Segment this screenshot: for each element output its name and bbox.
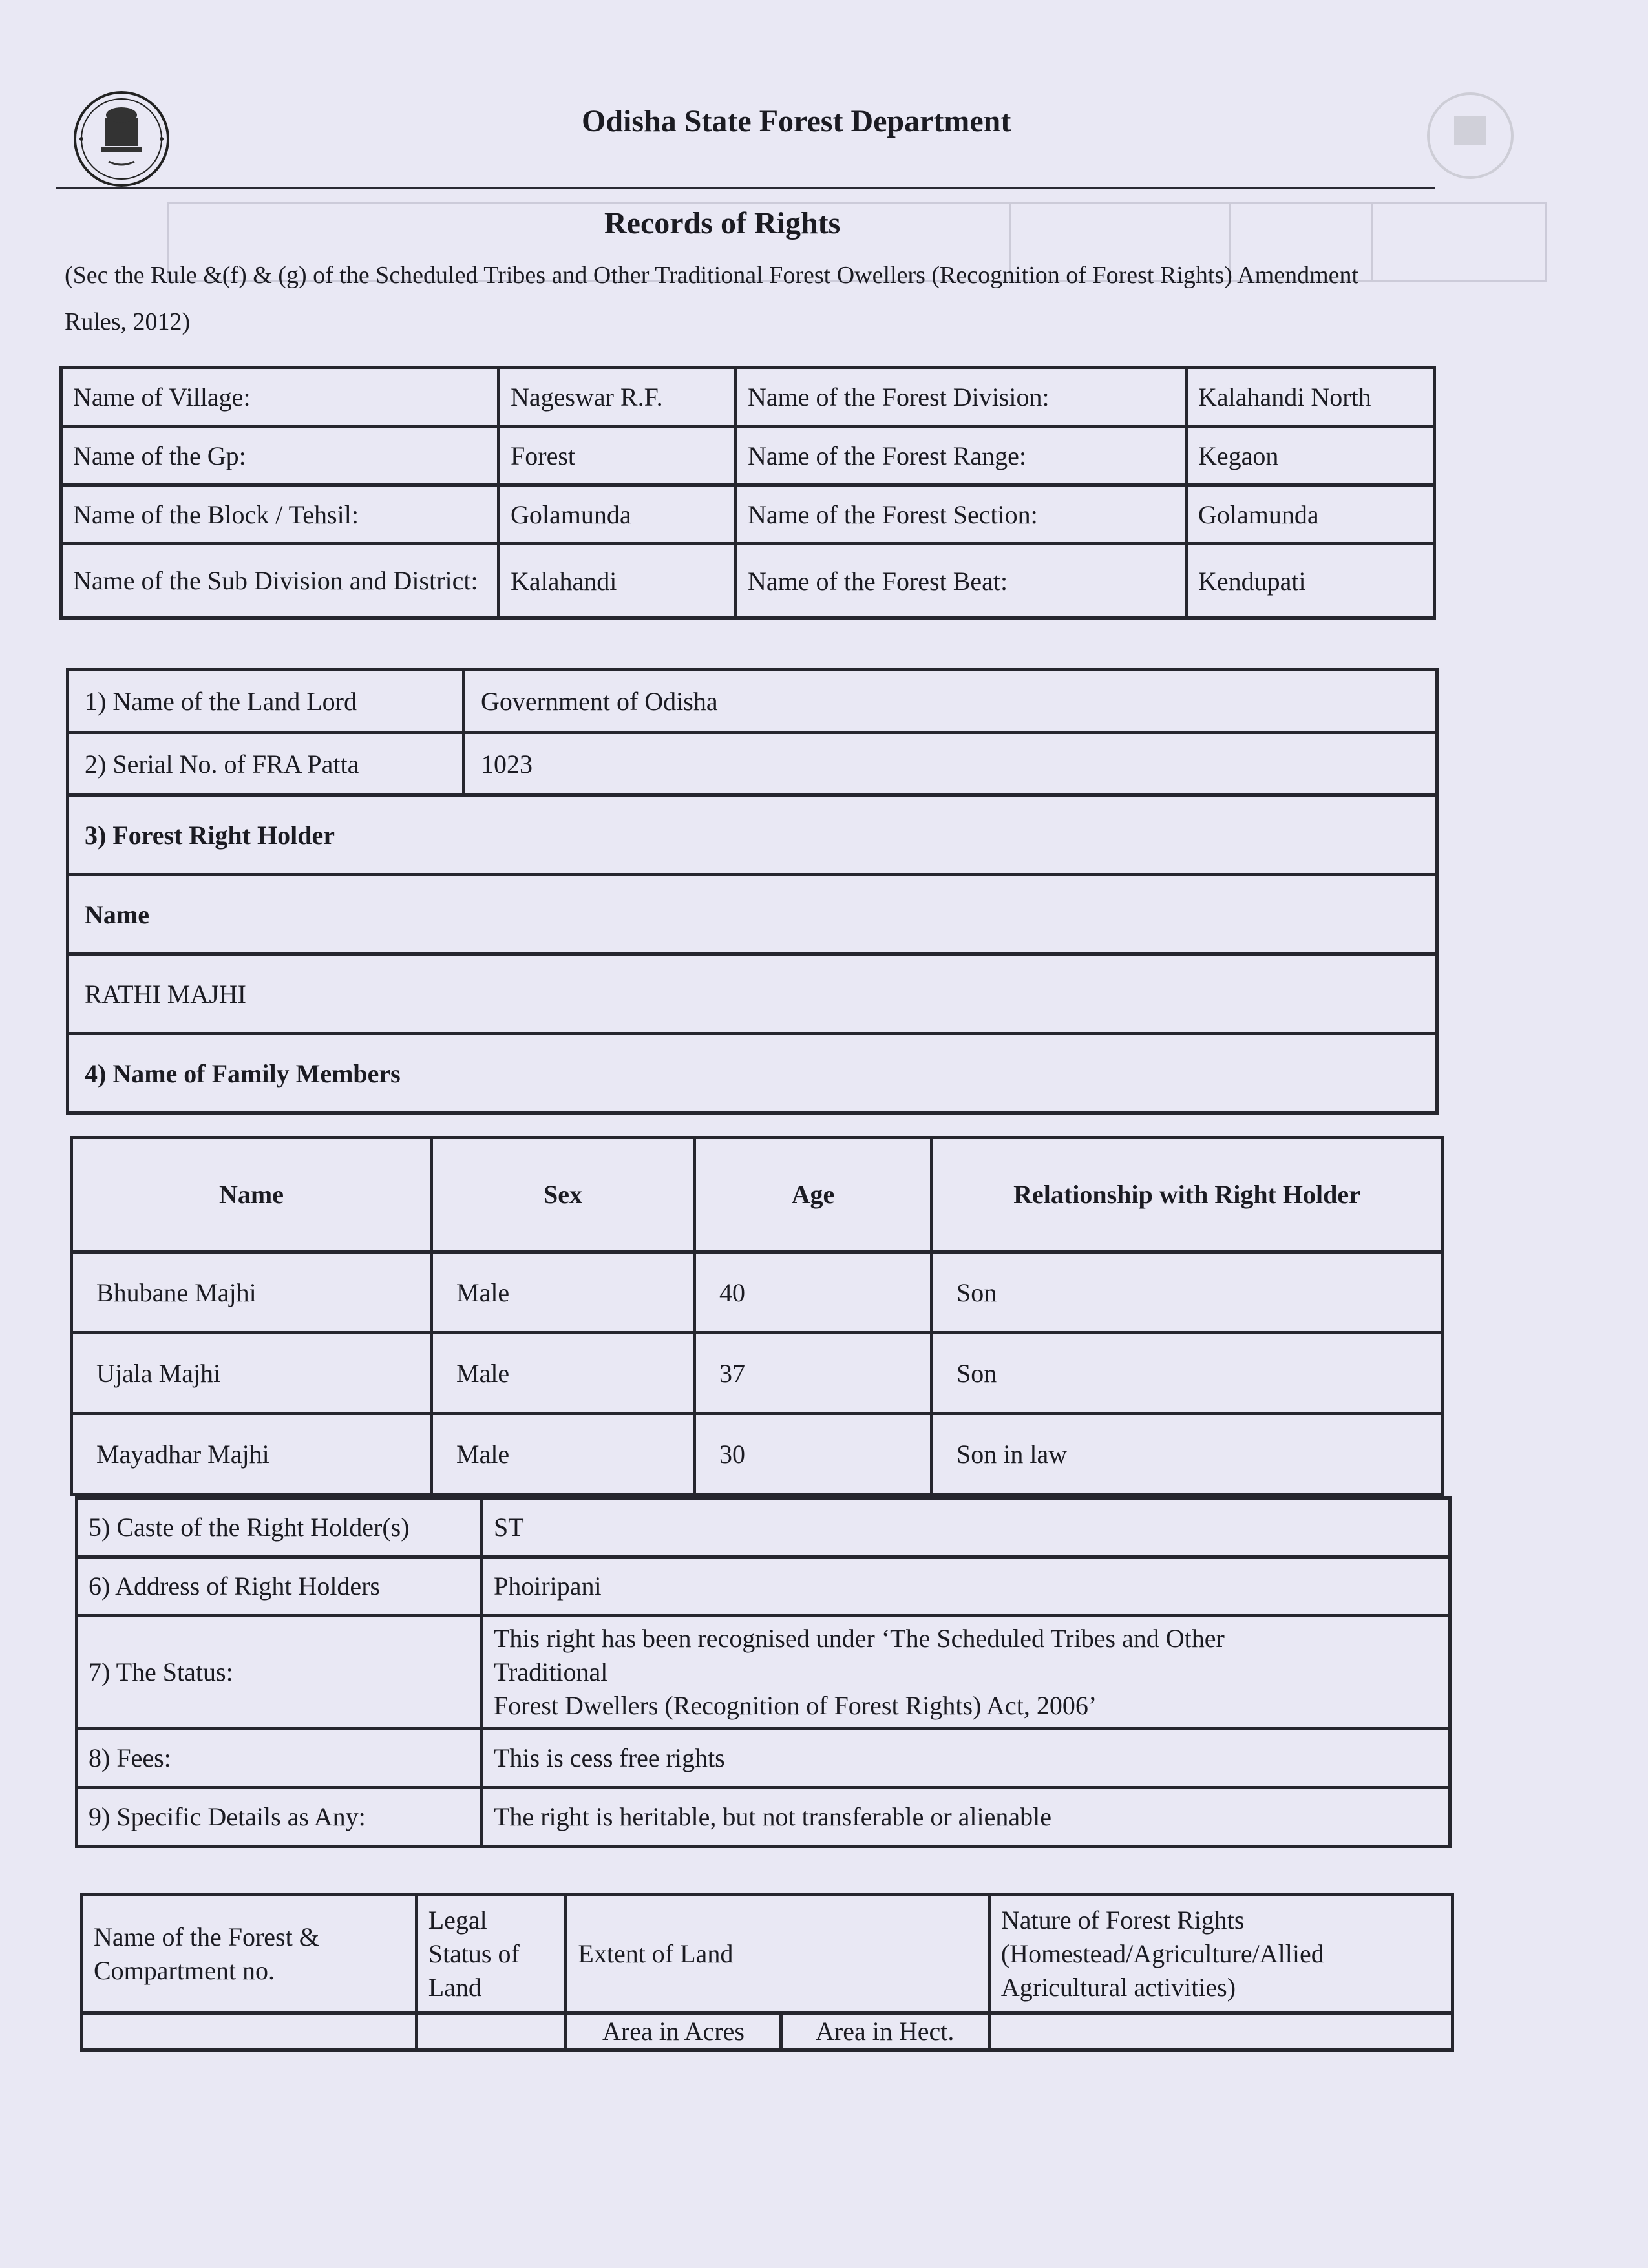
empty-cell: [989, 2013, 1452, 2050]
member-sex: Male: [432, 1333, 695, 1414]
landlord-value: Government of Odisha: [464, 670, 1437, 733]
family-heading: 4) Name of Family Members: [68, 1034, 1437, 1113]
table-row: [68, 875, 1437, 954]
area-hect-header: Area in Hect.: [781, 2013, 989, 2050]
name-heading: Name: [68, 875, 1437, 954]
member-age: 30: [695, 1414, 932, 1495]
table-row: [68, 795, 1437, 875]
gp-label: Name of the Gp:: [61, 426, 499, 485]
caste-value: ST: [482, 1498, 1450, 1557]
odisha-emblem-icon: [70, 78, 173, 194]
member-name: Ujala Majhi: [72, 1333, 432, 1414]
area-acres-header: Area in Acres: [566, 2013, 781, 2050]
table-row: [77, 1729, 1450, 1788]
member-name: Bhubane Majhi: [72, 1252, 432, 1333]
table-row: [72, 1252, 1442, 1333]
table-header-row: [72, 1138, 1442, 1252]
table-row: [77, 1557, 1450, 1616]
nature-header: Nature of Forest Rights (Homestead/Agriculture/Allied Agricultural activities): [989, 1895, 1452, 2013]
table-row: [68, 670, 1437, 733]
status-label: 7) The Status:: [77, 1616, 482, 1729]
page-title: Odisha State Forest Department: [582, 104, 1011, 138]
column-header-sex: Sex: [432, 1138, 695, 1252]
member-name: Mayadhar Majhi: [72, 1414, 432, 1495]
rule-reference: (Sec the Rule &(f) & (g) of the Scheduled Tribes and Other Traditional Forest Owellers (Recognition of Forest Rights) Amendment Rules, 2012): [65, 262, 1359, 335]
status-value: [482, 1616, 1450, 1729]
caste-label: 5) Caste of the Right Holder(s): [77, 1498, 482, 1557]
member-sex: Male: [432, 1252, 695, 1333]
block-value: Golamunda: [499, 485, 736, 544]
status-line: Traditional: [494, 1657, 608, 1686]
village-value: Nageswar R.F.: [499, 368, 736, 426]
division-label: Name of the Forest Division:: [736, 368, 1187, 426]
right-holder-heading: 3) Forest Right Holder: [68, 795, 1437, 875]
member-relation: Son: [932, 1252, 1442, 1333]
specific-value: The right is heritable, but not transferable or alienable: [482, 1788, 1450, 1847]
specific-label: 9) Specific Details as Any:: [77, 1788, 482, 1847]
column-header-name: Name: [72, 1138, 432, 1252]
table-row: [77, 1498, 1450, 1557]
holder-table: [66, 668, 1439, 1115]
table-row: [61, 544, 1435, 618]
address-label: 6) Address of Right Holders: [77, 1557, 482, 1616]
family-table: [70, 1136, 1444, 1496]
range-value: Kegaon: [1187, 426, 1435, 485]
address-value: Phoiripani: [482, 1557, 1450, 1616]
division-value: Kalahandi North: [1187, 368, 1435, 426]
member-age: 40: [695, 1252, 932, 1333]
range-label: Name of the Forest Range:: [736, 426, 1187, 485]
table-row: [77, 1788, 1450, 1847]
table-row: [82, 2013, 1453, 2050]
header-divider: [56, 187, 1435, 189]
beat-value: Kendupati: [1187, 544, 1435, 618]
member-age: 37: [695, 1333, 932, 1414]
table-row: [72, 1414, 1442, 1495]
beat-label: Name of the Forest Beat:: [736, 544, 1187, 618]
gp-value: Forest: [499, 426, 736, 485]
table-header-row: [82, 1895, 1453, 2013]
table-row: [61, 426, 1435, 485]
details-table: [75, 1496, 1452, 1848]
member-relation: Son: [932, 1333, 1442, 1414]
block-label: Name of the Block / Tehsil:: [61, 485, 499, 544]
status-line: This right has been recognised under ‘The Scheduled Tribes and Other: [494, 1624, 1225, 1653]
table-row: [68, 733, 1437, 795]
location-table: [59, 366, 1436, 620]
serial-value: 1023: [464, 733, 1437, 795]
status-line: Forest Dwellers (Recognition of Forest Rights) Act, 2006’: [494, 1691, 1097, 1720]
member-sex: Male: [432, 1414, 695, 1495]
table-row: [72, 1333, 1442, 1414]
bleed-through-emblem-icon: [1422, 78, 1519, 187]
extent-header: Extent of Land: [566, 1895, 989, 2013]
table-row: [68, 1034, 1437, 1113]
section-label: Name of the Forest Section:: [736, 485, 1187, 544]
land-table: [80, 1893, 1454, 2052]
empty-cell: [416, 2013, 566, 2050]
column-header-age: Age: [695, 1138, 932, 1252]
village-label: Name of Village:: [61, 368, 499, 426]
empty-cell: [82, 2013, 417, 2050]
table-row: [61, 485, 1435, 544]
legal-status-header: Legal Status of Land: [416, 1895, 566, 2013]
table-row: [68, 954, 1437, 1034]
subdiv-label: Name of the Sub Division and District:: [61, 544, 499, 618]
forest-compartment-header: Name of the Forest & Compartment no.: [82, 1895, 417, 2013]
subdiv-value: Kalahandi: [499, 544, 736, 618]
right-holder-name: RATHI MAJHI: [68, 954, 1437, 1034]
section-value: Golamunda: [1187, 485, 1435, 544]
column-header-relationship: Relationship with Right Holder: [932, 1138, 1442, 1252]
serial-label: 2) Serial No. of FRA Patta: [68, 733, 464, 795]
fees-value: This is cess free rights: [482, 1729, 1450, 1788]
fees-label: 8) Fees:: [77, 1729, 482, 1788]
landlord-label: 1) Name of the Land Lord: [68, 670, 464, 733]
table-row: [77, 1616, 1450, 1729]
table-row: [61, 368, 1435, 426]
member-relation: Son in law: [932, 1414, 1442, 1495]
records-title: Records of Rights: [604, 206, 841, 240]
